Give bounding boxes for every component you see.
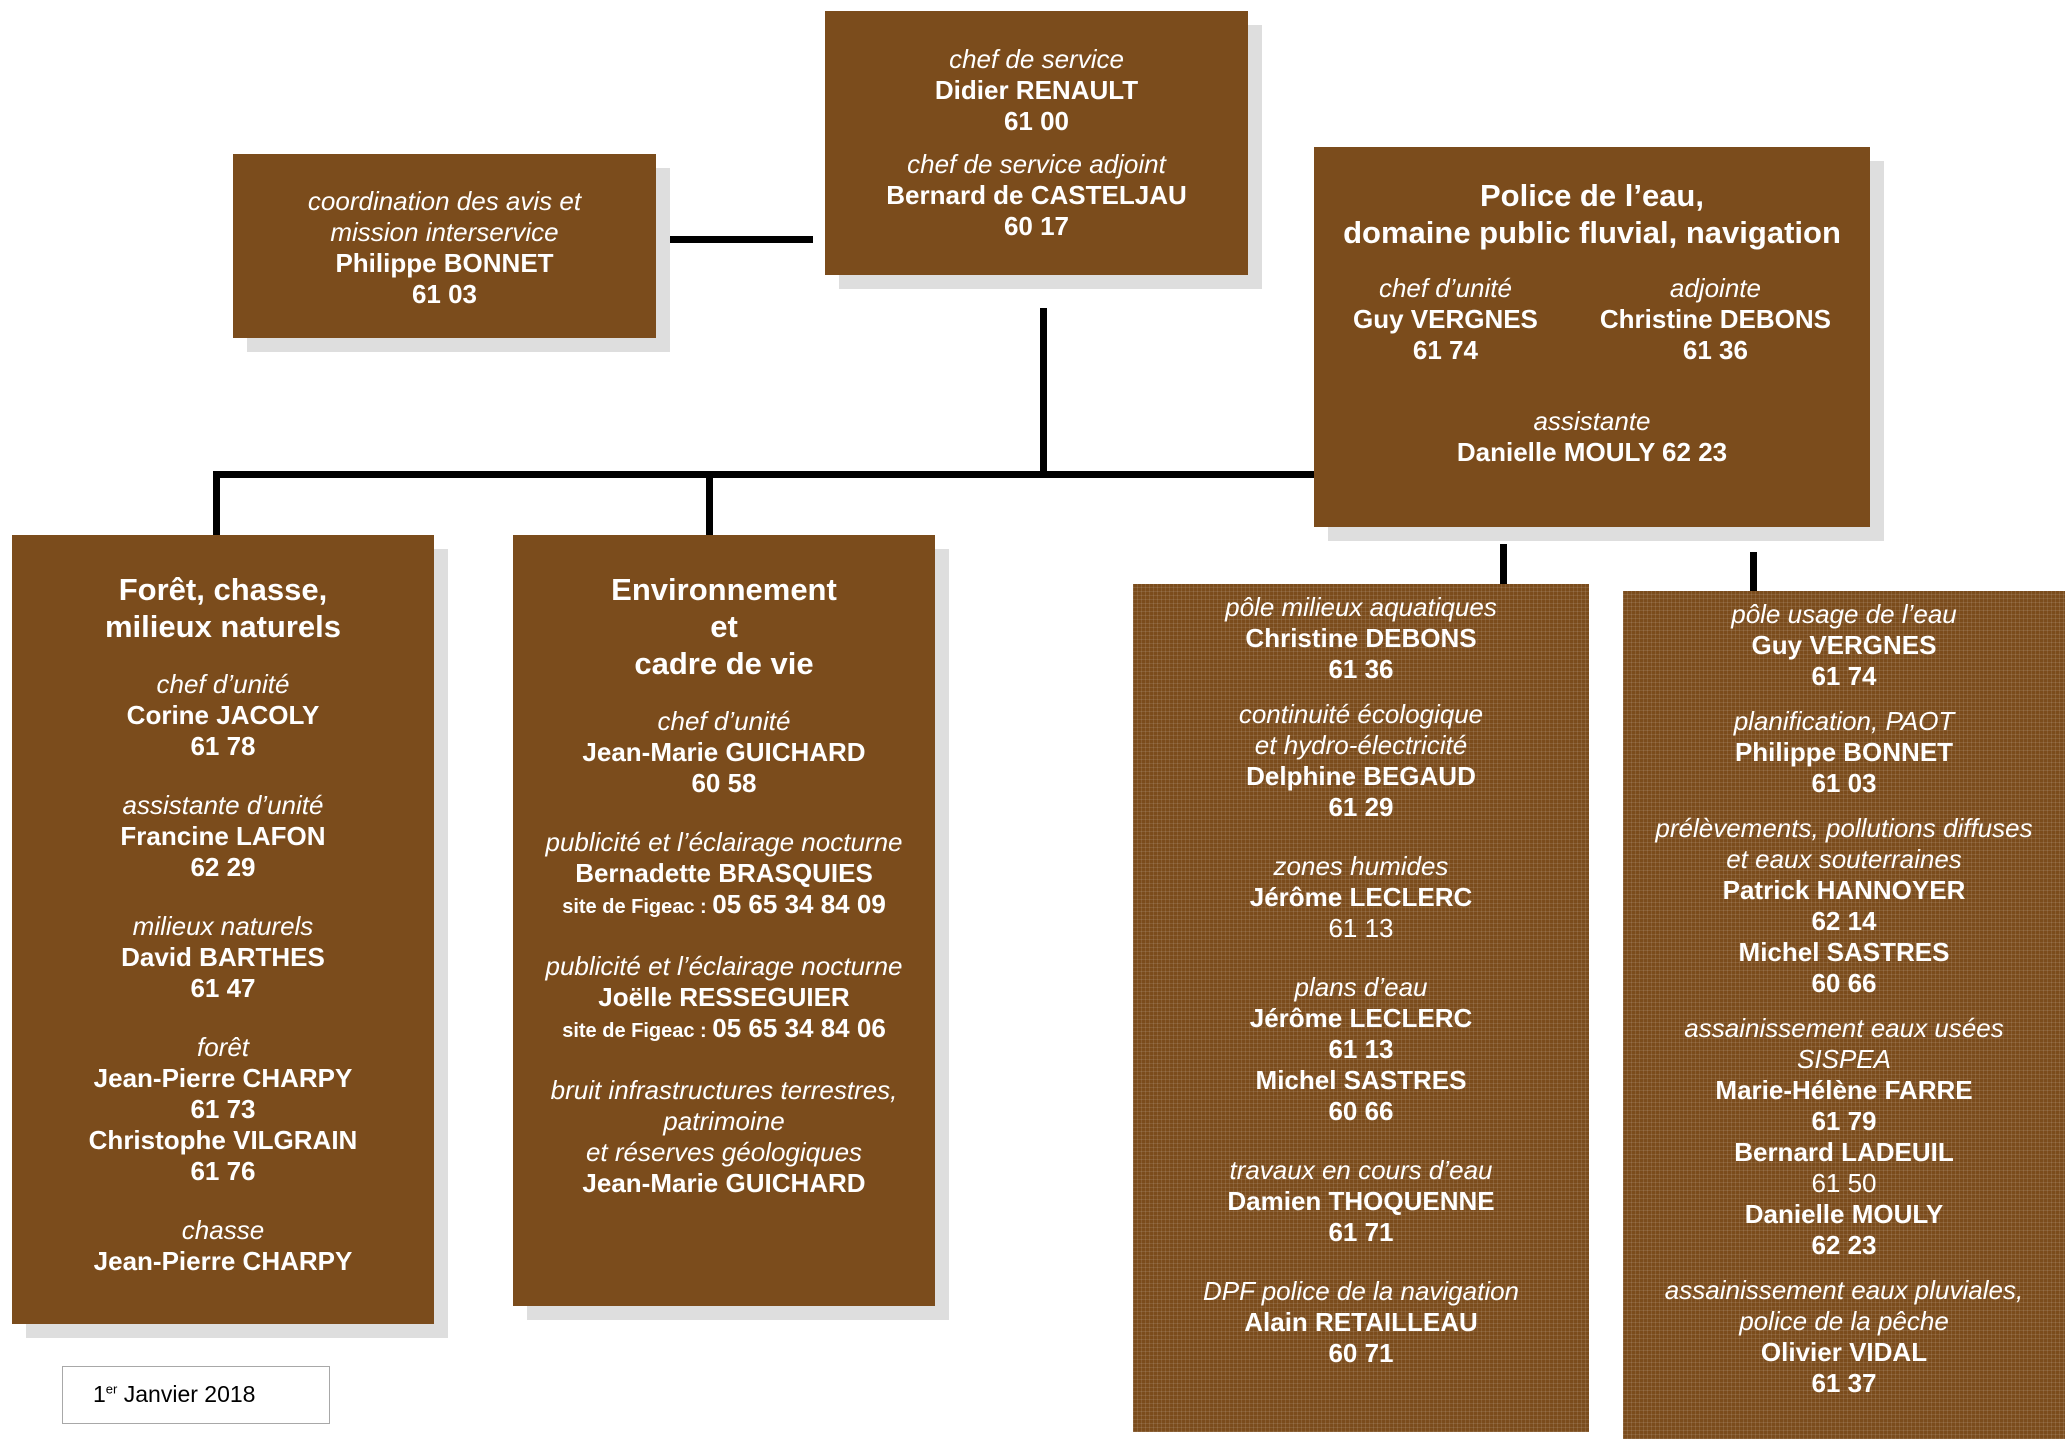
- police-title-line1: Police de l’eau,: [1480, 178, 1704, 213]
- environnement-pub1-name: Bernadette BRASQUIES: [575, 858, 873, 888]
- environnement-chief-name: Jean-Marie GUICHARD: [582, 737, 866, 767]
- pole-milieux-item: [1133, 699, 1589, 823]
- pole-milieux-item-phone: 60 71: [1328, 1338, 1394, 1368]
- pole-usage-item-phone: 61 03: [1811, 768, 1877, 798]
- pole-milieux-item-phone: 61 71: [1328, 1217, 1394, 1247]
- foret-item-name: Jean-Pierre CHARPY: [93, 1063, 353, 1093]
- pole-usage-item-phone-2: 60 66: [1811, 968, 1877, 998]
- connector-horizontal-bus: [213, 471, 1315, 478]
- environnement-chief: [513, 706, 935, 799]
- head-name: Didier RENAULT: [934, 75, 1139, 105]
- police-deputy-name: Christine DEBONS: [1599, 304, 1832, 334]
- foret-item-phone: 62 29: [190, 852, 256, 882]
- police-box: [1314, 147, 1870, 527]
- environnement-pub2-phone: 05 65 34 84 06: [712, 1013, 886, 1043]
- environnement-pub1: [513, 827, 935, 923]
- pole-usage-item-role: prélèvements, pollutions diffuses: [1655, 813, 2033, 843]
- foret-item: [12, 1032, 434, 1187]
- police-chief: [1353, 273, 1538, 366]
- pole-milieux-item-role: DPF police de la navigation: [1202, 1276, 1520, 1306]
- environnement-title-line1: Environnement: [611, 572, 837, 607]
- environnement-chief-phone: 60 58: [691, 768, 757, 798]
- pole-milieux-item-role: zones humides: [1273, 851, 1449, 881]
- environnement-pub2-role: publicité et l’éclairage nocturne: [545, 951, 903, 981]
- police-deputy-role: adjointe: [1669, 273, 1761, 303]
- coordination-role-line1: coordination des avis et: [307, 186, 582, 216]
- pole-milieux-item-phone: 61 13: [1328, 913, 1394, 943]
- foret-box: [12, 535, 434, 1324]
- coordination-role-line2: mission interservice: [330, 217, 559, 247]
- pole-milieux-item-phone: 61 29: [1328, 792, 1394, 822]
- pole-usage-item: [1623, 599, 2065, 692]
- pole-milieux-item-role-2: et hydro-électricité: [1254, 730, 1468, 760]
- foret-item-name-2: Christophe VILGRAIN: [88, 1125, 358, 1155]
- environnement-bruit-line3: et réserves géologiques: [585, 1137, 863, 1167]
- foret-title-line2: milieux naturels: [104, 609, 342, 644]
- foret-item-role: assistante d’unité: [122, 790, 324, 820]
- foret-item: [12, 911, 434, 1004]
- foret-item-name: David BARTHES: [121, 942, 325, 972]
- pole-usage-item: [1623, 706, 2065, 799]
- connector-police-pole-usage: [1750, 552, 1757, 594]
- deputy-name: Bernard de CASTELJAU: [886, 180, 1187, 210]
- pole-milieux-item-role: plans d’eau: [1294, 972, 1428, 1002]
- date-label: [62, 1366, 330, 1424]
- foret-item-name: Jean-Pierre CHARPY: [93, 1246, 353, 1276]
- pole-usage-item-name: Olivier VIDAL: [1760, 1337, 1928, 1367]
- date-rest: Janvier 2018: [117, 1381, 256, 1407]
- head-box: [825, 11, 1248, 275]
- pole-usage-item-phone-3: 62 23: [1811, 1230, 1877, 1260]
- connector-head-down: [1040, 308, 1047, 478]
- coordination-phone: 61 03: [411, 279, 478, 309]
- foret-item-name: Francine LAFON: [120, 821, 326, 851]
- deputy-phone: 60 17: [1003, 211, 1070, 241]
- environnement-title-line3: cadre de vie: [634, 646, 814, 681]
- pole-milieux-item-phone: 61 36: [1328, 654, 1394, 684]
- police-title-line2: domaine public fluvial, navigation: [1343, 215, 1841, 250]
- pole-usage-item-name-3: Danielle MOULY: [1744, 1199, 1944, 1229]
- police-assistant-name: Danielle MOULY 62 23: [1456, 437, 1728, 467]
- connector-police-pole-milieux: [1500, 544, 1507, 586]
- pole-milieux-item: [1133, 1276, 1589, 1369]
- environnement-bruit-line2: patrimoine: [663, 1106, 785, 1136]
- foret-item-phone-2: 61 76: [190, 1156, 256, 1186]
- pole-milieux-item-role: continuité écologique: [1238, 699, 1484, 729]
- pole-usage-item-role: pôle usage de l’eau: [1731, 599, 1957, 629]
- pole-milieux-item-name: Alain RETAILLEAU: [1244, 1307, 1478, 1337]
- foret-title-line1: Forêt, chasse,: [118, 572, 328, 607]
- pole-usage-item: [1623, 1275, 2065, 1399]
- environnement-pub2: [513, 951, 935, 1047]
- pole-usage-item: [1623, 1013, 2065, 1261]
- pole-milieux-item-name: Jérôme LECLERC: [1249, 882, 1473, 912]
- pole-milieux-item-name-2: Michel SASTRES: [1255, 1065, 1467, 1095]
- pole-usage-item-role: planification, PAOT: [1733, 706, 1955, 736]
- pole-usage-item-name: Patrick HANNOYER: [1722, 875, 1966, 905]
- pole-milieux-item-phone-2: 60 66: [1328, 1096, 1394, 1126]
- pole-usage-item-phone: 61 37: [1811, 1368, 1877, 1398]
- pole-milieux-item: [1133, 1155, 1589, 1248]
- police-chief-name: Guy VERGNES: [1352, 304, 1538, 334]
- pole-usage-item-name: Marie-Hélène FARRE: [1715, 1075, 1973, 1105]
- foret-item: [12, 669, 434, 762]
- pole-milieux-item-name: Damien THOQUENNE: [1227, 1186, 1495, 1216]
- foret-item-phone: 61 73: [190, 1094, 256, 1124]
- environnement-bruit-line1: bruit infrastructures terrestres,: [550, 1075, 898, 1105]
- foret-item-phone: 61 47: [190, 973, 256, 1003]
- foret-item-role: milieux naturels: [132, 911, 314, 941]
- head-role: chef de service: [949, 44, 1124, 74]
- foret-item-name: Corine JACOLY: [126, 700, 320, 730]
- pole-usage-item-name: Philippe BONNET: [1734, 737, 1954, 767]
- pole-milieux-item: [1133, 592, 1589, 685]
- foret-item-role: chasse: [181, 1215, 265, 1245]
- pole-milieux-item-name: Jérôme LECLERC: [1249, 1003, 1473, 1033]
- pole-usage-item-role: assainissement eaux pluviales,: [1664, 1275, 2024, 1305]
- environnement-pub1-site: site de Figeac :: [562, 896, 713, 918]
- pole-milieux-item-name: Delphine BEGAUD: [1246, 761, 1476, 791]
- police-staff-row: [1314, 273, 1870, 366]
- connector-foret-drop: [213, 471, 220, 535]
- pole-milieux-item-role: pôle milieux aquatiques: [1225, 592, 1497, 622]
- police-chief-phone: 61 74: [1412, 335, 1478, 365]
- pole-milieux-box: [1133, 584, 1589, 1432]
- foret-item: [12, 790, 434, 883]
- pole-usage-item-role-2: police de la pêche: [1739, 1306, 1949, 1336]
- pole-usage-item-phone: 61 79: [1811, 1106, 1877, 1136]
- deputy-role: chef de service adjoint: [907, 149, 1166, 179]
- pole-milieux-item-name: Christine DEBONS: [1245, 623, 1477, 653]
- foret-item-phone: 61 78: [190, 731, 256, 761]
- environnement-chief-role: chef d’unité: [657, 706, 791, 736]
- pole-milieux-item: [1133, 972, 1589, 1127]
- pole-usage-item: [1623, 813, 2065, 999]
- coordination-name: Philippe BONNET: [335, 248, 554, 278]
- head-phone: 61 00: [1003, 106, 1070, 136]
- date-sup: er: [105, 1381, 118, 1397]
- pole-usage-item-role-2: SISPEA: [1797, 1044, 1891, 1074]
- environnement-pub1-role: publicité et l’éclairage nocturne: [545, 827, 903, 857]
- pole-milieux-item: [1133, 851, 1589, 944]
- pole-usage-item-phone-2: 61 50: [1811, 1168, 1877, 1198]
- police-deputy-phone: 61 36: [1682, 335, 1748, 365]
- pole-usage-item-phone: 61 74: [1811, 661, 1877, 691]
- coordination-box: [233, 154, 656, 338]
- environnement-bruit-name: Jean-Marie GUICHARD: [582, 1168, 866, 1198]
- police-deputy: [1600, 273, 1831, 366]
- pole-usage-item-role: assainissement eaux usées: [1684, 1013, 2004, 1043]
- pole-usage-item-name-2: Michel SASTRES: [1738, 937, 1950, 967]
- connector-coordination-head: [670, 236, 813, 243]
- pole-usage-item-name: Guy VERGNES: [1751, 630, 1937, 660]
- environnement-pub1-phone: 05 65 34 84 09: [712, 889, 886, 919]
- foret-item: [12, 1215, 434, 1277]
- pole-milieux-item-phone: 61 13: [1328, 1034, 1394, 1064]
- pole-usage-item-phone: 62 14: [1811, 906, 1877, 936]
- date-day: 1: [93, 1381, 106, 1407]
- environnement-title-line2: et: [710, 609, 738, 644]
- pole-milieux-item-role: travaux en cours d’eau: [1229, 1155, 1493, 1185]
- pole-usage-item-name-2: Bernard LADEUIL: [1734, 1137, 1954, 1167]
- environnement-box: [513, 535, 935, 1306]
- environnement-pub2-name: Joëlle RESSEGUIER: [598, 982, 850, 1012]
- pole-usage-item-role-2: et eaux souterraines: [1726, 844, 1962, 874]
- environnement-pub2-site: site de Figeac :: [562, 1020, 713, 1042]
- police-chief-role: chef d’unité: [1378, 273, 1512, 303]
- foret-item-role: forêt: [196, 1032, 250, 1062]
- foret-item-role: chef d’unité: [156, 669, 290, 699]
- environnement-bruit: [513, 1075, 935, 1199]
- pole-usage-box: [1623, 591, 2065, 1439]
- connector-environnement-drop: [706, 471, 713, 535]
- police-assistant-role: assistante: [1533, 406, 1651, 436]
